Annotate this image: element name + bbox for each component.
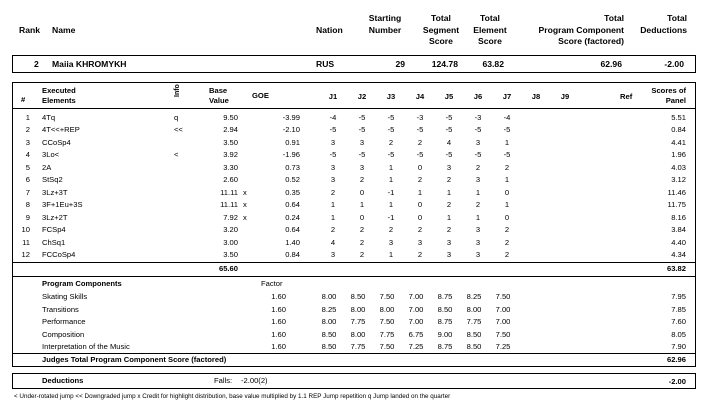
element-judge-score: 2: [504, 225, 510, 235]
element-judge-score: 0: [359, 187, 365, 197]
component-judge-score: 7.25: [495, 342, 511, 352]
element-judge-score: -5: [445, 150, 453, 160]
element-judge-score: 2: [504, 237, 510, 247]
element-base-value: 2.94: [223, 125, 238, 135]
element-base-value: 3.00: [223, 237, 238, 247]
element-goe: -1.96: [282, 150, 300, 160]
element-judge-score: 2: [417, 225, 423, 235]
component-judge-score: 7.00: [495, 304, 511, 314]
component-panel-score: 7.60: [671, 317, 686, 327]
component-judge-score: 8.00: [350, 304, 366, 314]
deductions-total: -2.00: [668, 377, 686, 386]
element-row: [14, 199, 694, 210]
element-goe: 0.73: [285, 162, 300, 172]
element-num: 3: [25, 137, 30, 147]
skater-total-segment-score: 124.78: [431, 59, 458, 69]
element-judge-score: 3: [330, 249, 336, 259]
element-num: 12: [21, 249, 30, 259]
element-judge-score: 3: [359, 137, 365, 147]
element-goe: 0.64: [285, 200, 300, 210]
element-judge-score: 2: [330, 225, 336, 235]
element-num: 9: [25, 212, 30, 222]
skater-rank: 2: [34, 59, 39, 69]
element-judge-score: -5: [445, 125, 453, 135]
element-name: CCoSp4: [42, 137, 71, 147]
element-judge-score: 3: [330, 137, 336, 147]
element-judge-score: 3: [359, 162, 365, 172]
element-panel-score: 3.84: [671, 225, 686, 235]
element-judge-score: 1: [388, 162, 394, 172]
component-judge-score: 8.00: [379, 304, 395, 314]
component-judge-score: 7.75: [350, 342, 366, 352]
element-panel-score: 8.16: [671, 212, 686, 222]
skater-total-deductions: -2.00: [664, 59, 684, 69]
component-judge-score: 7.50: [379, 292, 395, 301]
component-judge-score: 7.75: [466, 317, 482, 327]
component-judge-score: 7.00: [408, 292, 424, 301]
element-judge-score: 0: [417, 162, 423, 172]
elements-header-rule: [13, 108, 695, 109]
element-judge-score: 3: [330, 162, 336, 172]
component-judge-score: 8.75: [437, 292, 453, 301]
element-judge-score: -1: [387, 212, 395, 222]
components-total-value: 62.96: [666, 355, 686, 364]
elements-score-total: 63.82: [666, 264, 686, 273]
skater-total-pcs: 62.96: [600, 59, 622, 69]
element-judge-score: -1: [387, 187, 395, 197]
element-row: [14, 149, 694, 160]
element-goe: 0.52: [285, 175, 300, 185]
element-judge-score: 1: [504, 200, 510, 210]
element-num: 7: [25, 187, 30, 197]
skater-nation: RUS: [316, 59, 335, 69]
element-base-value: 7.92: [223, 212, 238, 222]
component-factor: 1.60: [271, 329, 286, 339]
element-goe: 0.64: [285, 225, 300, 235]
component-judge-score: 7.50: [495, 292, 511, 301]
element-judge-score: -5: [358, 113, 366, 122]
element-panel-score: 4.40: [671, 237, 686, 247]
element-panel-score: 4.03: [671, 162, 686, 172]
element-judge-score: 3: [446, 237, 452, 247]
component-row: [14, 341, 694, 352]
element-row: [14, 162, 694, 173]
element-info: <<: [174, 125, 183, 135]
element-panel-score: 11.46: [667, 187, 686, 197]
element-num: 11: [22, 237, 30, 247]
total-segment-score-header: Total Segment Score: [422, 13, 460, 46]
element-judge-score: 0: [504, 187, 510, 197]
name-header: Name: [52, 25, 76, 35]
component-judge-score: 7.00: [408, 304, 424, 314]
element-judge-score: 1: [475, 212, 481, 222]
component-judge-score: 8.50: [321, 329, 337, 339]
element-judge-score: 3: [475, 249, 481, 259]
info-header: Info: [174, 84, 181, 97]
component-judge-score: 8.50: [321, 342, 337, 352]
j2-header: J2: [357, 92, 367, 101]
starting-number-header: Starting Number: [368, 13, 402, 35]
falls-label: Falls:: [214, 376, 233, 385]
component-judge-score: 7.50: [379, 317, 395, 327]
scores-of-panel-header: Scores of Panel: [651, 86, 686, 105]
element-panel-score: 0.84: [671, 125, 686, 135]
element-judge-score: 2: [446, 200, 452, 210]
component-factor: 1.60: [271, 342, 286, 352]
element-row: [14, 124, 694, 135]
components-header-rule: [13, 276, 695, 277]
element-judge-score: -5: [387, 150, 395, 160]
element-judge-score: 4: [446, 137, 452, 147]
component-panel-score: 8.05: [671, 329, 686, 339]
executed-elements-header: Executed Elements: [42, 86, 76, 105]
component-judge-score: 8.25: [466, 292, 482, 301]
element-judge-score: -5: [387, 113, 395, 122]
element-name: StSq2: [42, 175, 63, 185]
component-factor: 1.60: [271, 317, 286, 327]
element-judge-score: 2: [446, 225, 452, 235]
element-base-value: 11.11: [220, 200, 238, 210]
element-judge-score: 3: [475, 137, 481, 147]
j8-header: J8: [531, 92, 541, 101]
component-judge-score: 8.50: [466, 329, 482, 339]
element-judge-score: 3: [446, 249, 452, 259]
element-row: [14, 212, 694, 223]
element-goe: -3.99: [282, 113, 300, 122]
j5-header: J5: [444, 92, 454, 101]
elements-num-header: #: [21, 95, 26, 104]
component-judge-score: 8.00: [321, 292, 337, 301]
ref-header: Ref: [620, 92, 633, 101]
element-judge-score: -5: [474, 125, 482, 135]
legend: < Under-rotated jump << Downgraded jump x Credit for highlight distribution, base value multiplied by 1.1 REP Jump repetition q Jump landed on the quarter: [14, 393, 451, 400]
component-name: Interpretation of the Music: [42, 342, 130, 352]
element-judge-score: -5: [474, 150, 482, 160]
element-judge-score: -5: [503, 125, 511, 135]
component-judge-score: 7.50: [379, 342, 395, 352]
element-judge-score: 2: [475, 200, 481, 210]
j6-header: J6: [473, 92, 483, 101]
element-judge-score: -5: [445, 113, 453, 122]
element-judge-score: -5: [329, 125, 337, 135]
element-name: FCCoSp4: [42, 249, 76, 259]
element-judge-score: 2: [446, 175, 452, 185]
element-num: 5: [25, 162, 30, 172]
element-x-flag: x: [243, 212, 247, 222]
element-judge-score: 1: [417, 187, 423, 197]
element-base-value: 11.11: [220, 187, 238, 197]
components-title: Program Components: [42, 279, 122, 288]
element-judge-score: 2: [417, 137, 423, 147]
element-judge-score: -5: [503, 150, 511, 160]
element-judge-score: -5: [416, 150, 424, 160]
total-element-score-header: Total Element Score: [473, 13, 507, 46]
element-row: [14, 224, 694, 235]
element-name: ChSq1: [42, 237, 66, 247]
element-name: 4Tq: [42, 113, 56, 122]
element-judge-score: 3: [388, 237, 394, 247]
element-judge-score: 1: [475, 187, 481, 197]
element-num: 6: [25, 175, 30, 185]
element-judge-score: -4: [329, 113, 337, 122]
element-name: 4T<<+REP: [42, 125, 80, 135]
element-judge-score: 2: [359, 237, 365, 247]
element-num: 2: [25, 125, 30, 135]
skater-name: Maiia KHROMYKH: [52, 59, 127, 69]
element-judge-score: 2: [388, 137, 394, 147]
component-judge-score: 7.00: [408, 317, 424, 327]
elements-total-rule: [13, 262, 695, 263]
element-judge-score: 1: [504, 137, 510, 147]
component-judge-score: 8.75: [437, 342, 453, 352]
j7-header: J7: [502, 92, 512, 101]
component-row: [14, 329, 694, 340]
element-judge-score: 3: [475, 225, 481, 235]
element-name: 3Lz+2T: [42, 212, 68, 222]
component-judge-score: 8.00: [321, 317, 337, 327]
element-judge-score: -5: [387, 125, 395, 135]
element-judge-score: 2: [388, 225, 394, 235]
element-panel-score: 11.75: [667, 200, 686, 210]
element-name: 3Lz+3T: [42, 187, 68, 197]
j3-header: J3: [386, 92, 396, 101]
element-row: [14, 174, 694, 185]
base-value-header: Base Value: [209, 86, 229, 105]
element-judge-score: 2: [504, 249, 510, 259]
component-judge-score: 6.75: [408, 329, 424, 339]
element-judge-score: 1: [446, 187, 452, 197]
component-judge-score: 7.75: [379, 329, 395, 339]
j9-header: J9: [560, 92, 570, 101]
j1-header: J1: [328, 92, 338, 101]
element-judge-score: 1: [359, 200, 365, 210]
element-row: [14, 187, 694, 198]
element-base-value: 3.30: [223, 162, 238, 172]
element-num: 4: [25, 150, 30, 160]
element-judge-score: 0: [359, 212, 365, 222]
component-factor: 1.60: [271, 304, 286, 314]
nation-header: Nation: [316, 25, 343, 35]
element-name: FCSp4: [42, 225, 66, 235]
element-judge-score: 1: [330, 212, 336, 222]
element-name: 3F+1Eu+3S: [42, 200, 83, 210]
element-judge-score: 3: [330, 175, 336, 185]
element-judge-score: 2: [359, 249, 365, 259]
deductions-box: [12, 373, 696, 389]
element-judge-score: -3: [416, 113, 424, 122]
element-judge-score: 1: [504, 175, 510, 185]
component-judge-score: 8.50: [437, 304, 453, 314]
rank-header: Rank: [19, 25, 41, 35]
element-panel-score: 3.12: [671, 175, 686, 185]
element-goe: -2.10: [282, 125, 300, 135]
element-row: [14, 112, 694, 123]
element-judge-score: 2: [475, 162, 481, 172]
component-panel-score: 7.95: [671, 292, 686, 301]
element-judge-score: -5: [358, 125, 366, 135]
component-name: Performance: [42, 317, 86, 327]
goe-header: GOE: [252, 91, 269, 100]
components-factor-header: Factor: [261, 279, 283, 288]
element-judge-score: -5: [416, 125, 424, 135]
element-judge-score: 2: [359, 175, 365, 185]
total-pcs-header: Total Program Component Score (factored): [538, 13, 624, 46]
element-base-value: 9.50: [223, 113, 238, 122]
component-row: [14, 316, 694, 327]
skater-total-element-score: 63.82: [482, 59, 504, 69]
element-judge-score: -4: [503, 113, 511, 122]
element-judge-score: 2: [359, 225, 365, 235]
element-x-flag: x: [243, 187, 247, 197]
component-judge-score: 7.00: [495, 317, 511, 327]
element-judge-score: 3: [475, 237, 481, 247]
element-panel-score: 1.96: [671, 150, 686, 160]
j4-header: J4: [415, 92, 425, 101]
component-row: [14, 304, 694, 315]
element-base-value: 3.50: [223, 249, 238, 259]
element-judge-score: 4: [330, 237, 336, 247]
component-judge-score: 8.50: [350, 292, 366, 301]
element-base-value: 3.20: [223, 225, 238, 235]
element-base-value: 3.50: [223, 137, 238, 147]
element-judge-score: 1: [446, 212, 452, 222]
element-goe: 0.84: [285, 249, 300, 259]
element-judge-score: 1: [388, 175, 394, 185]
element-judge-score: -5: [329, 150, 337, 160]
element-name: 2A: [42, 162, 52, 172]
component-name: Skating Skills: [42, 292, 88, 301]
element-name: 3Lo<: [42, 150, 60, 160]
element-panel-score: 5.51: [671, 113, 686, 122]
element-row: [14, 237, 694, 248]
element-num: 1: [25, 113, 30, 122]
element-judge-score: 2: [417, 249, 423, 259]
element-num: 8: [25, 200, 30, 210]
component-judge-score: 8.75: [437, 317, 453, 327]
element-row: [14, 249, 694, 260]
component-name: Transitions: [42, 304, 79, 314]
element-x-flag: x: [243, 200, 247, 210]
element-goe: 0.35: [285, 187, 300, 197]
component-judge-score: 8.50: [466, 342, 482, 352]
element-judge-score: 3: [446, 162, 452, 172]
component-judge-score: 9.00: [437, 329, 453, 339]
component-judge-score: 7.25: [408, 342, 424, 352]
element-row: [14, 137, 694, 148]
element-num: 10: [21, 225, 30, 235]
element-goe: 0.24: [285, 212, 300, 222]
elements-base-total: 65.60: [218, 264, 238, 273]
deductions-label: Deductions: [42, 376, 84, 385]
element-judge-score: 3: [475, 175, 481, 185]
element-judge-score: 3: [417, 237, 423, 247]
falls-value: -2.00(2): [241, 376, 268, 385]
element-judge-score: -3: [474, 113, 482, 122]
component-judge-score: 8.00: [350, 329, 366, 339]
component-judge-score: 8.25: [321, 304, 337, 314]
skater-starting-number: 29: [395, 59, 405, 69]
element-judge-score: 1: [388, 249, 394, 259]
component-factor: 1.60: [271, 292, 286, 301]
component-judge-score: 7.50: [495, 329, 511, 339]
element-info: <: [174, 150, 179, 160]
component-judge-score: 7.75: [350, 317, 366, 327]
element-info: q: [174, 113, 179, 122]
total-deductions-header: Total Deductions: [640, 13, 687, 35]
element-judge-score: -5: [358, 150, 366, 160]
element-judge-score: 2: [417, 175, 423, 185]
element-goe: 0.91: [285, 137, 300, 147]
components-total-label: Judges Total Program Component Score (factored): [42, 355, 227, 364]
element-base-value: 3.92: [223, 150, 238, 160]
element-judge-score: 0: [504, 212, 510, 222]
component-name: Composition: [42, 329, 85, 339]
element-panel-score: 4.34: [671, 249, 686, 259]
element-judge-score: 1: [388, 200, 394, 210]
element-judge-score: 0: [417, 212, 423, 222]
element-base-value: 2.60: [223, 175, 238, 185]
components-total-rule: [13, 353, 695, 354]
component-judge-score: 8.00: [466, 304, 482, 314]
component-panel-score: 7.85: [671, 304, 686, 314]
element-judge-score: 1: [330, 200, 336, 210]
element-judge-score: 2: [504, 162, 510, 172]
element-judge-score: 2: [330, 187, 336, 197]
element-goe: 1.40: [285, 237, 300, 247]
element-panel-score: 4.41: [671, 137, 686, 147]
element-judge-score: 0: [417, 200, 423, 210]
component-panel-score: 7.90: [671, 342, 686, 352]
component-row: [14, 291, 694, 302]
